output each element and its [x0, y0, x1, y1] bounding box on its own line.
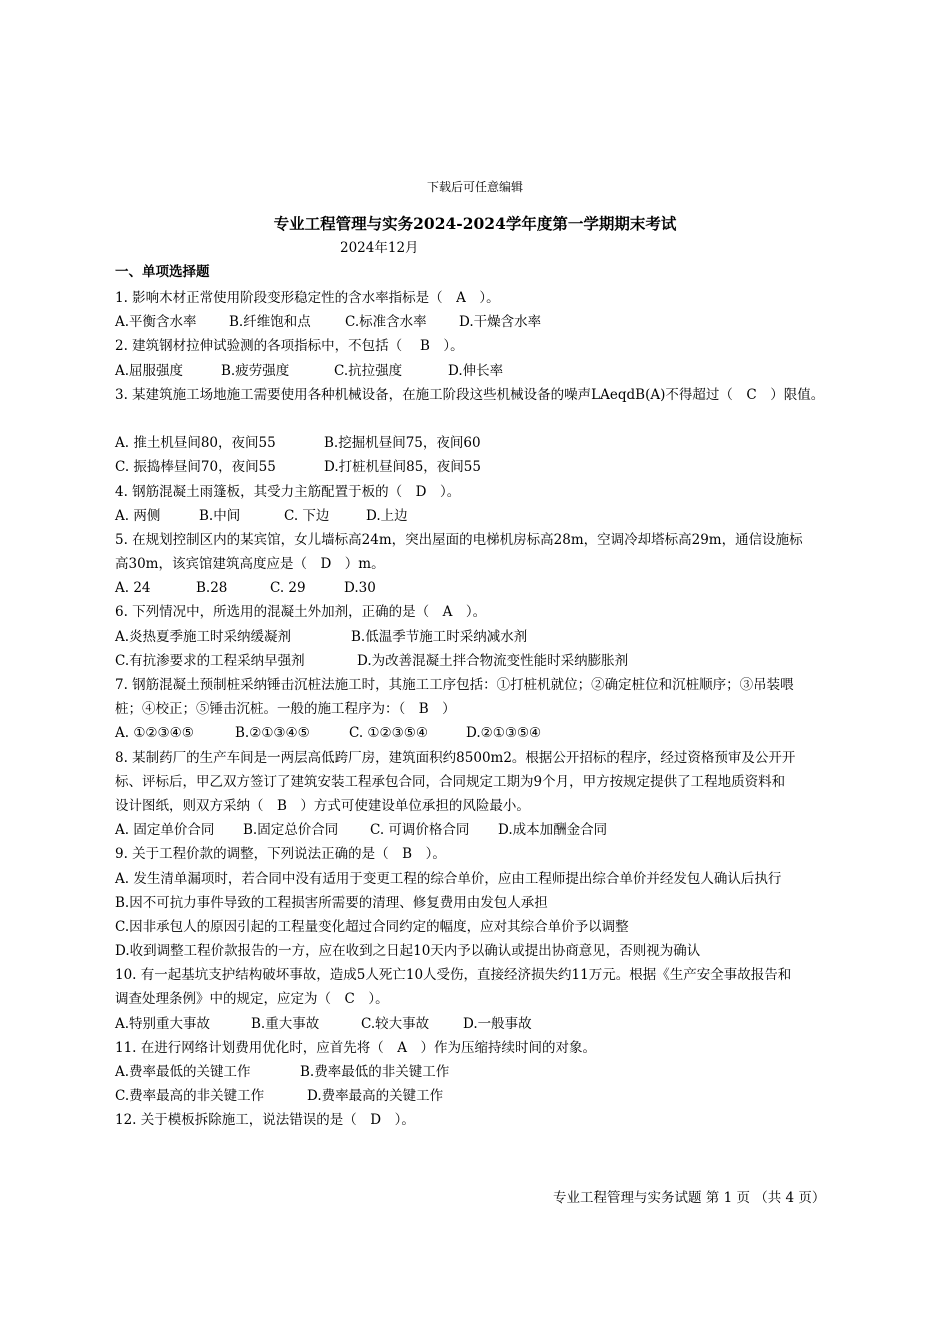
header-note: 下载后可任意编辑: [426, 180, 523, 194]
exam-date: 2024年12月: [340, 240, 419, 256]
section-title: 一、单项选择题: [115, 264, 210, 280]
question-2-options: [115, 359, 850, 383]
option-a: A.费率最低的关键工作: [115, 1064, 251, 1080]
question-9-option-d: D.收到调整工程价款报告的一方，应在收到之日起10天内予以确认或提出协商意见，否则视为确认: [115, 943, 701, 960]
question-3-options-row2: [115, 455, 850, 479]
option-a: A. 24: [115, 580, 151, 597]
option-b: B.低温季节施工时采纳减水剂: [351, 628, 528, 645]
question-9-option-c: C.因非承包人的原因引起的工程量变化超过合同约定的幅度，应对其综合单价予以调整: [115, 918, 629, 935]
option-d: D.为改善混凝土拌合物流变性能时采纳膨胀剂: [357, 652, 629, 669]
option-c: C.抗拉强度: [334, 362, 403, 379]
option-c: C. 振捣棒昼间70，夜间55: [115, 459, 276, 476]
option-a: A. 两侧: [115, 507, 161, 524]
option-d: D.干燥含水率: [459, 314, 542, 331]
option-b: B.28: [196, 580, 228, 597]
question-6-options-row1: [115, 625, 850, 649]
question-11-stem: 11. 在进行网络计划费用优化时，应首先将（ A ）作为压缩持续时间的对象。: [115, 1039, 597, 1056]
question-2-stem: 2. 建筑钢材拉伸试验测的各项指标中，不包括（ B ）。: [115, 338, 464, 355]
option-b: B.固定总价合同: [243, 822, 339, 839]
page-footer: 专业工程管理与实务试题 第 1 页 （共 4 页）: [553, 1190, 826, 1206]
question-4-stem: 4. 钢筋混凝土雨篷板，其受力主筋配置于板的（ D ）。: [115, 483, 461, 500]
question-12-stem: 12. 关于模板拆除施工，说法错误的是（ D ）。: [115, 1112, 415, 1129]
question-list: [115, 286, 850, 1133]
option-c: C. 29: [270, 580, 306, 597]
blank-line: [115, 407, 850, 431]
option-a: A.炎热夏季施工时采纳缓凝剂: [115, 628, 292, 645]
question-5-stem-line1: 5. 在规划控制区内的某宾馆，女儿墙标高24m，突出屋面的电梯机房标高28m，空调冷却塔标高29m，通信设施标: [115, 531, 803, 548]
exam-title: 专业工程管理与实务2024-2024学年度第一学期期末考试: [273, 214, 677, 233]
option-c: C.标准含水率: [345, 314, 427, 331]
question-3-options-row1: [115, 431, 850, 455]
question-7-stem-line2: 桩；④校正；⑤锤击沉桩。一般的施工程序为：（ B ）: [115, 701, 456, 718]
question-6-stem: 6. 下列情况中，所选用的混凝土外加剂，正确的是（ A ）。: [115, 604, 487, 621]
question-8-stem-line2: 标、评标后，甲乙双方签订了建筑安装工程承包合同，合同规定工期为9个月，甲方按规定提供了工程地质资料和: [115, 773, 786, 790]
option-c: C.较大事故: [361, 1015, 430, 1032]
question-5-options: [115, 576, 850, 600]
question-4-options: [115, 504, 850, 528]
option-d: D.上边: [366, 507, 408, 524]
question-11-options-row2: [115, 1084, 850, 1108]
option-b: B.②①③④⑤: [235, 725, 310, 742]
question-10-options: [115, 1012, 850, 1036]
question-7-stem-line1: 7. 钢筋混凝土预制桩采纳锤击沉桩法施工时，其施工工序包括：①打桩机就位；②确定桩位和沉桩顺序；③吊装喂: [115, 677, 794, 693]
option-b: B.纤维饱和点: [229, 314, 311, 331]
option-d: D.一般事故: [463, 1015, 532, 1032]
option-b: B.疲劳强度: [221, 362, 290, 379]
question-11-options-row1: [115, 1060, 850, 1084]
question-9-option-a: A. 发生清单漏项时，若合同中没有适用于变更工程的综合单价，应由工程师提出综合单价并经发包人确认后执行: [115, 870, 782, 887]
option-c: C. 可调价格合同: [370, 822, 470, 839]
option-a: A. 固定单价合同: [115, 822, 215, 839]
option-d: D.打桩机昼间85，夜间55: [324, 459, 481, 476]
question-8-options: [115, 818, 850, 842]
option-d: D.②①③⑤④: [466, 725, 542, 742]
option-c: C.有抗渗要求的工程采纳早强剂: [115, 652, 305, 669]
question-10-stem-line1: 10. 有一起基坑支护结构破坏事故，造成5人死亡10人受伤，直接经济损失约11万元。根据《生产安全事故报告和: [115, 967, 792, 984]
option-b: B.重大事故: [251, 1015, 320, 1032]
option-a: A.特别重大事故: [115, 1015, 211, 1032]
question-1-stem: 1. 影响木材正常使用阶段变形稳定性的含水率指标是（ A ）。: [115, 290, 500, 306]
option-d: D.成本加酬金合同: [498, 822, 608, 839]
option-c: C. ①②③⑤④: [349, 725, 428, 742]
question-9-stem: 9. 关于工程价款的调整，下列说法正确的是（ B ）。: [115, 846, 446, 863]
option-a: A. 推土机昼间80，夜间55: [115, 435, 276, 452]
option-b: B.中间: [199, 507, 241, 524]
option-a: A. ①②③④⑤: [115, 725, 194, 742]
question-3-stem: 3. 某建筑施工场地施工需要使用各种机械设备，在施工阶段这些机械设备的噪声LAeqdB(A)不得超过（ C ）限值。: [115, 386, 825, 403]
question-1-options: [115, 310, 850, 334]
option-c: C.费率最高的非关键工作: [115, 1088, 265, 1105]
question-7-options: [115, 721, 850, 745]
question-8-stem-line3: 设计图纸，则双方采纳（ B ）方式可使建设单位承担的风险最小。: [115, 797, 530, 814]
option-d: D.30: [344, 580, 376, 597]
option-a: A.屈服强度: [115, 362, 184, 379]
option-d: D.费率最高的关键工作: [307, 1088, 444, 1105]
option-d: D.伸长率: [448, 362, 504, 379]
option-a: A.平衡含水率: [115, 314, 197, 331]
question-5-stem-line2: 高30m，该宾馆建筑高度应是（ D ）m。: [115, 556, 385, 573]
question-9-option-b: B.因不可抗力事件导致的工程损害所需要的清理、修复费用由发包人承担: [115, 894, 548, 911]
question-10-stem-line2: 调查处理条例》中的规定，应定为（ C ）。: [115, 991, 389, 1008]
question-6-options-row2: [115, 649, 850, 673]
option-b: B.费率最低的非关键工作: [300, 1064, 450, 1080]
question-8-stem-line1: 8. 某制药厂的生产车间是一两层高低跨厂房，建筑面积约8500m2。根据公开招标的程序，经过资格预审及公开开: [115, 749, 796, 766]
option-c: C. 下边: [284, 507, 330, 524]
option-b: B.挖掘机昼间75，夜间60: [324, 435, 481, 452]
